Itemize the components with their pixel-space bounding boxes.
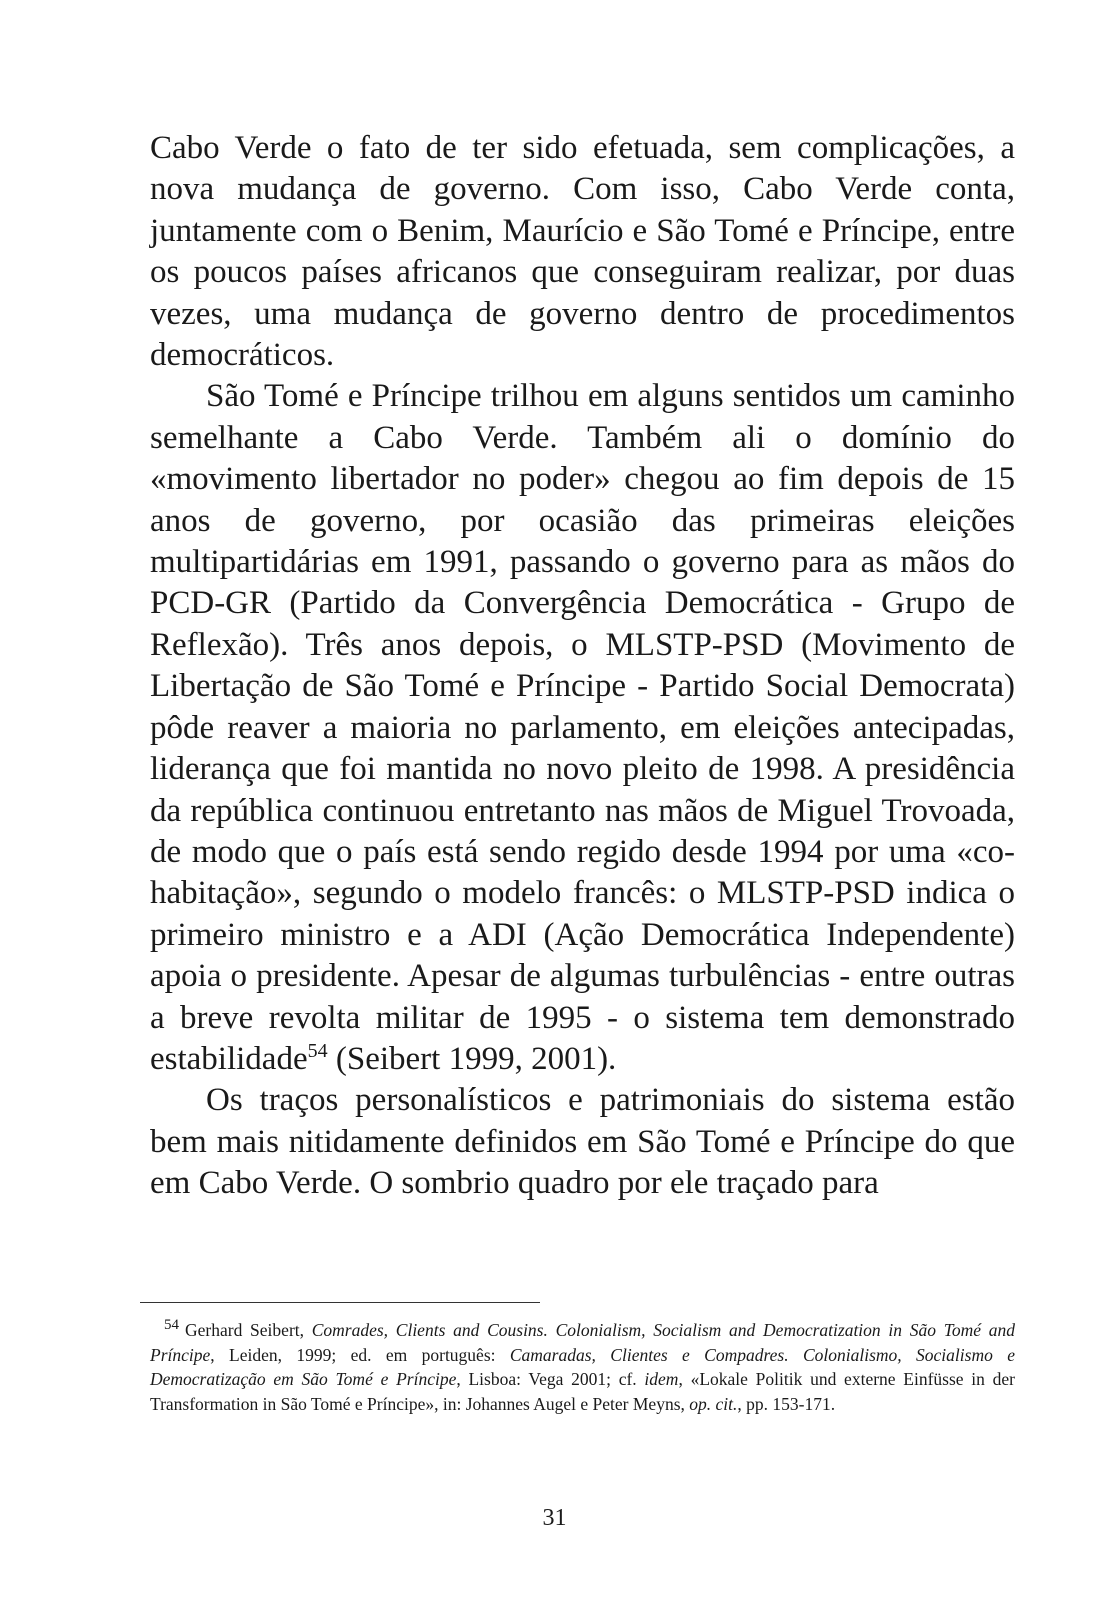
page-number: 31 bbox=[542, 1505, 567, 1531]
page-body bbox=[150, 128, 1015, 1205]
paragraph-3: Os traços personalísticos e patrimoniais do sistema estão bem mais nitidamente definidos em São Tomé e Príncipe do que em Cabo Verde. O sombrio quadro por ele traçado para bbox=[150, 1082, 1015, 1202]
footnote-text-run: , Leiden, 1999; ed. em português: bbox=[210, 1344, 510, 1365]
footnote bbox=[150, 1318, 1015, 1416]
footnote-title-italic: Camaradas, Clientes e Compadres. Colonialismo, Socialismo e Democratização em São Tomé e Príncipe bbox=[150, 1344, 1015, 1390]
footnote-title-italic: Comrades, Clients and Cousins. Colonialism, Socialism and Democratization in São Tomé and Príncipe bbox=[150, 1320, 1015, 1365]
paragraph-2-text: São Tomé e Príncipe trilhou em alguns sentidos um caminho semelhante a Cabo Verde. Também ali o domínio do «movimento libertador no poder» chegou ao fim depois de 15 anos de governo, por ocasião das primeiras eleições multipartidárias em 1991, passando o governo para as mãos do PCD-GR (Partido da Convergência Democrática - Grupo de Reflexão). Três anos depois, o MLSTP-PSD (Movimento de Libertação de São Tomé e Príncipe - Partido Social Democrata) pôde reaver a maioria no parlamento, em eleições antecipadas, liderança que foi mantida no novo pleito de 1998. A presidência da república continuou entretanto nas mãos de Miguel Trovoada, de modo que o país está sendo regido desde 1994 por uma «co-habitação», segundo o modelo francês: o MLSTP-PSD indica o primeiro ministro e a ADI (Ação Democrática Independente) apoia o presidente. Apesar de algumas turbulências - entre outras a breve revolta militar de 1995 - o sistema tem demonstrado estabilidade bbox=[150, 378, 1015, 1077]
footnote-separator bbox=[140, 1302, 540, 1303]
footnote-text-run: , «Lokale Politik und externe Einfüsse in der Transformation in São Tomé e Príncipe», in: Johannes Augel e Peter Meyns, bbox=[150, 1369, 1015, 1414]
footnote-text bbox=[150, 1320, 1015, 1414]
footnote-number: 54 bbox=[164, 1317, 179, 1333]
footnote-text-run: Gerhard Seibert, bbox=[185, 1320, 312, 1340]
main-text bbox=[150, 128, 1015, 1205]
paragraph-2-citation: (Seibert 1999, 2001). bbox=[335, 1040, 617, 1077]
footnote-title-italic: op. cit. bbox=[689, 1393, 738, 1414]
footnote-text-run: , Lisboa: Vega 2001; cf. bbox=[456, 1369, 645, 1390]
paragraph-2 bbox=[150, 376, 1015, 1080]
paragraph-1: Cabo Verde o fato de ter sido efetuada, sem complicações, a nova mudança de governo. Com isso, Cabo Verde conta, juntamente com o Benim, Maurício e São Tomé e Príncipe, entre os poucos países africanos que conseguiram realizar, por duas vezes, uma mudança de governo dentro de procedimentos democráticos. bbox=[150, 130, 1015, 374]
footnote-reference: 54 bbox=[307, 1039, 328, 1062]
footnote-text-run: , pp. 153-171. bbox=[737, 1393, 836, 1414]
footnote-title-italic: idem bbox=[644, 1369, 679, 1390]
